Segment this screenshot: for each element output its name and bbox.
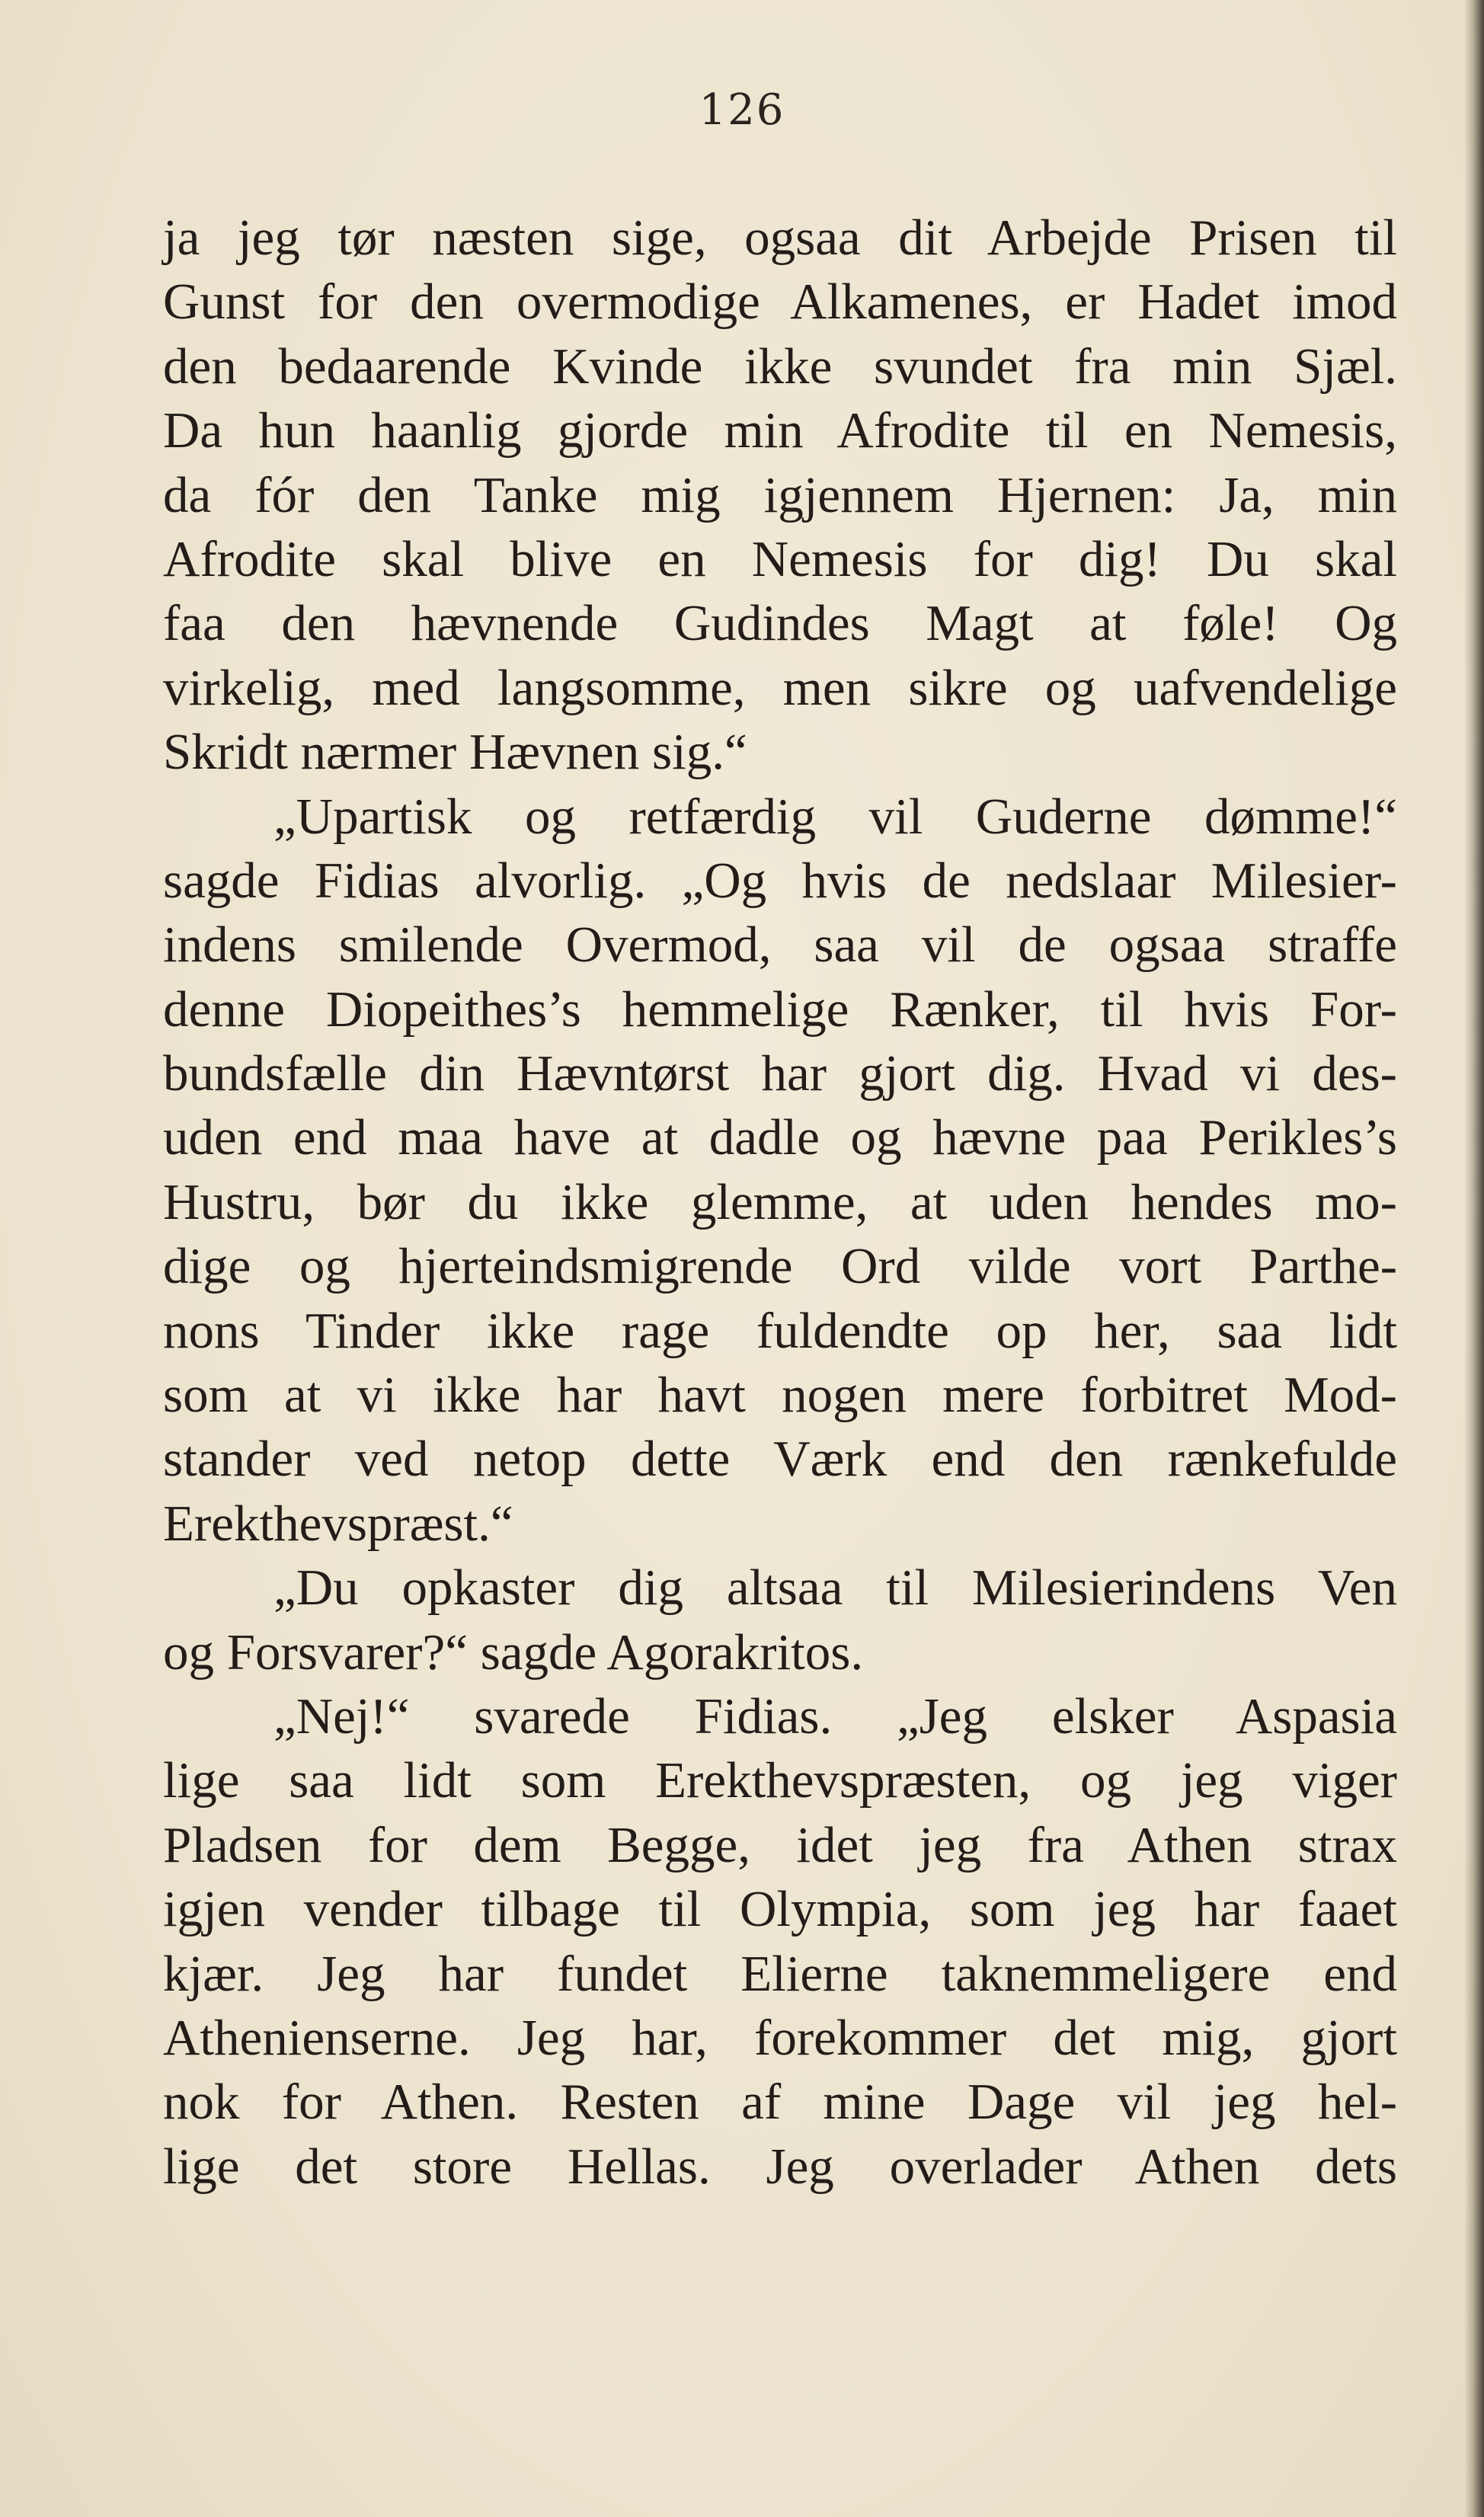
text-line: Skridt nærmer Hævnen sig.“ [163,724,747,781]
text-line: denne Diopeithes’s hemmelige Rænker, til hvis For- [163,980,1397,1038]
text-line: lige saa lidt som Erekthevspræsten, og jeg viger [163,1752,1397,1809]
text-line: sagde Fidias alvorlig. „Og hvis de nedslaar Milesier- [163,852,1397,909]
text-line: ja jeg tør næsten sige, ogsaa dit Arbejde Prisen til [163,209,1397,266]
text-line: „Nej!“ svarede Fidias. „Jeg elsker Aspasia [273,1687,1397,1745]
text-line: nok for Athen. Resten af mine Dage vil jeg hel- [163,2074,1397,2131]
page-number: 126 [699,85,785,135]
text-line: nons Tinder ikke rage fuldendte op her, saa lidt [163,1302,1397,1359]
text-line: stander ved netop dette Værk end den rænkefulde [163,1431,1397,1488]
text-line: den bedaarende Kvinde ikke svundet fra min Sjæl. [163,337,1397,395]
text-line: „Upartisk og retfærdig vil Guderne dømme!“ [273,788,1397,845]
text-line: Erekthevspræst.“ [163,1495,513,1552]
text-line: kjær. Jeg har fundet Elierne taknemmeligere end [163,1945,1397,2002]
text-line: Da hun haanlig gjorde min Afrodite til en Nemesis, [163,402,1397,459]
text-line: Athenienserne. Jeg har, forekommer det mig, gjort [163,2009,1397,2066]
text-line: Hustru, bør du ikke glemme, at uden hendes mo- [163,1173,1397,1230]
page-edge-shadow [1464,0,1484,2517]
text-line: da fór den Tanke mig igjennem Hjernen: Ja, min [163,466,1397,523]
text-line: faa den hævnende Gudindes Magt at føle! Og [163,595,1397,652]
text-line: dige og hjerteindsmigrende Ord vilde vort Parthe- [163,1238,1397,1295]
text-line: som at vi ikke har havt nogen mere forbitret Mod- [163,1367,1397,1424]
text-line: uden end maa have at dadle og hævne paa Perikles’s [163,1109,1397,1166]
text-line: Afrodite skal blive en Nemesis for dig! Du skal [163,530,1397,587]
text-line: og Forsvarer?“ sagde Agorakritos. [163,1623,864,1681]
body-text [163,206,1397,2199]
text-line: indens smilende Overmod, saa vil de ogsaa straffe [163,916,1397,974]
text-line: bundsfælle din Hævntørst har gjort dig. Hvad vi des- [163,1045,1397,1102]
text-line: virkelig, med langsomme, men sikre og uafvendelige [163,659,1397,716]
text-line: „Du opkaster dig altsaa til Milesierindens Ven [273,1559,1397,1617]
text-line: Gunst for den overmodige Alkamenes, er Hadet imod [163,273,1397,331]
text-line: igjen vender tilbage til Olympia, som jeg har faaet [163,1881,1397,1938]
text-line: Pladsen for dem Begge, idet jeg fra Athen strax [163,1816,1397,1873]
text-line: lige det store Hellas. Jeg overlader Athen dets [163,2138,1397,2195]
